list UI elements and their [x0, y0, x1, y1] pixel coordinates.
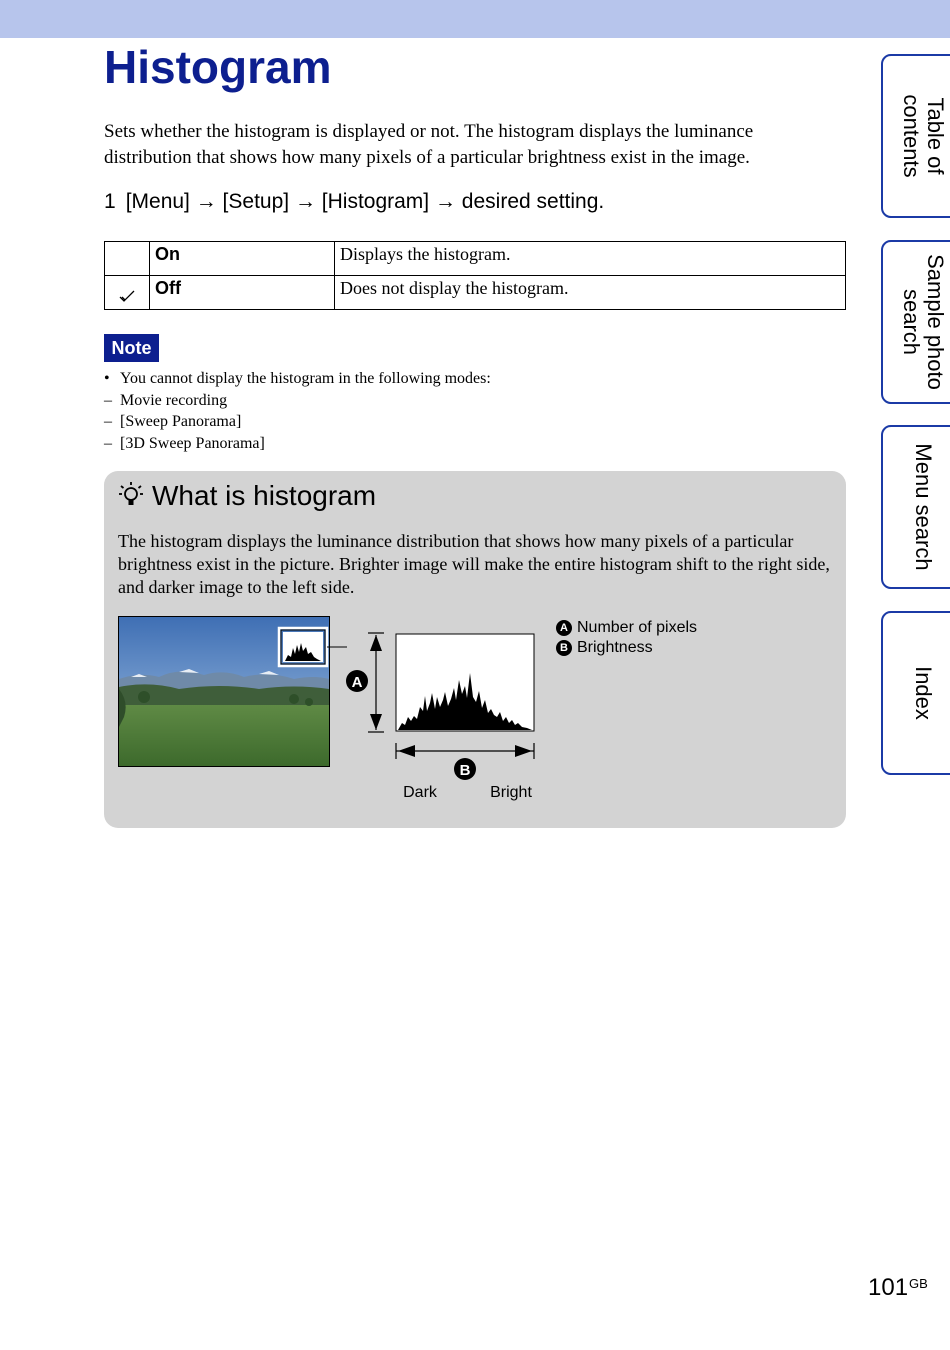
legend-label: Brightness [577, 639, 653, 656]
page-title: Histogram [104, 41, 332, 93]
note-item: – Movie recording [104, 390, 491, 412]
legend-badge: B [556, 640, 572, 656]
tab-sample-photo-search[interactable] [881, 240, 950, 404]
note-item: – [Sweep Panorama] [104, 411, 491, 433]
page-number: $101^{GB}$ [868, 1274, 928, 1301]
tab-label: Index [911, 666, 936, 720]
axis-badge-b: B [459, 762, 471, 779]
settings-table [104, 241, 846, 310]
legend-badge: A [556, 620, 572, 636]
legend-label: Number of pixels [577, 619, 698, 636]
tab-table-of-contents[interactable] [881, 54, 950, 218]
setting-description: Does not display the histogram. [335, 276, 846, 310]
top-banner [0, 0, 950, 38]
intro-paragraph: Sets whether the histogram is displayed or not. The histogram displays the luminance distribution that shows how many pixels of a particular brightness exist in the image. [104, 121, 754, 168]
axis-badge-a: A [351, 674, 363, 691]
tab-label: Menu search [911, 443, 936, 571]
note-bullet: • You cannot display the histogram in the following modes: [104, 368, 491, 390]
tab-label: Table of contents [899, 94, 948, 178]
step-text: [Menu] → [Setup] → [Histogram] → desired setting. [125, 190, 605, 213]
default-mark-cell [105, 242, 150, 276]
note-label: Note [104, 334, 159, 362]
table-row [105, 242, 846, 276]
table-row [105, 276, 846, 310]
procedure-step [104, 188, 604, 216]
page-suffix: GB [909, 1276, 928, 1291]
tab-menu-search[interactable] [881, 425, 950, 589]
histogram-diagram [104, 471, 846, 828]
note-list [104, 368, 491, 454]
default-mark-cell [105, 276, 150, 310]
default-check-icon [119, 290, 135, 304]
tab-label: Sample photo search [899, 254, 948, 390]
setting-name: On [150, 242, 335, 276]
diagram-legend [556, 618, 697, 658]
tip-title: What is histogram [152, 480, 377, 511]
setting-name: Off [150, 276, 335, 310]
tip-box [104, 471, 846, 828]
bright-label: Bright [490, 784, 532, 801]
legend-item [556, 638, 697, 658]
tip-text: The histogram displays the luminance distribution that shows how many pixels of a particular brightness exist in the picture. Brighter image will make the entire histogram shift to the right side, and darker image to the left side. [118, 531, 830, 597]
note-item: – [3D Sweep Panorama] [104, 433, 491, 455]
step-number: 1 [104, 190, 116, 213]
tab-index[interactable] [881, 611, 950, 775]
legend-item [556, 618, 697, 638]
dark-label: Dark [403, 784, 437, 801]
setting-description: Displays the histogram. [335, 242, 846, 276]
